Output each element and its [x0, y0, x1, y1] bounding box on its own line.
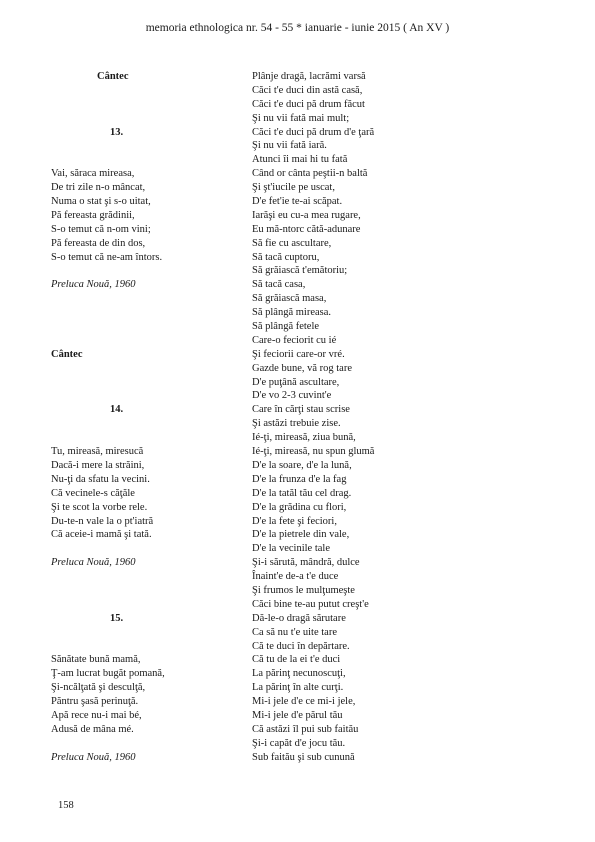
verse-line: Căci t'e duci din astă casă,	[252, 84, 363, 96]
verse-line: Pă fereasta de din dos,	[51, 237, 146, 249]
verse-line: Nu-ţi da sfatu la vecini.	[51, 473, 150, 485]
song-title-2: Cântec	[51, 348, 83, 360]
verse-line: Să tacă cuptoru,	[252, 251, 320, 263]
song-14-source: Preluca Nouă, 1960	[51, 557, 136, 569]
verse-line: Numa o stat şi s-o uitat,	[51, 196, 151, 208]
verse-line: Şi-ncălţată şi desculţă,	[51, 682, 146, 694]
verse-line: S-o temut că ne-am întors.	[51, 251, 163, 263]
verse-line: Ca să nu t'e uite tare	[252, 626, 337, 638]
verse-line: Că astăzi îl pui sub faitău	[252, 723, 359, 735]
verse-line: S-o temut că n-om vini;	[51, 223, 151, 235]
verse-line: Să plângă fetele	[252, 321, 320, 333]
verse-line: Şi-i capăt d'e jocu tău.	[252, 737, 346, 749]
verse-line: Care-o feciorit cu ié	[252, 334, 337, 346]
song-14-verse	[51, 445, 241, 542]
verse-line: Păntru şasă perinuţă.	[51, 696, 139, 708]
song-13-source: Preluca Nouă, 1960	[51, 279, 136, 291]
verse-line: Dacă-i mere la străini,	[51, 459, 145, 471]
verse-line: Când or cânta peştii-n baltă	[252, 168, 368, 180]
verse-line: Să tacă casa,	[252, 279, 306, 291]
verse-line: Plânje dragă, lacrămi varsă	[252, 71, 366, 82]
verse-line: D'e vo 2-3 cuvint'e	[252, 390, 332, 402]
verse-line: Să fie cu ascultare,	[252, 237, 332, 249]
verse-line: D'e la soare, d'e la lună,	[252, 459, 352, 471]
verse-line: Apă rece nu-i mai bé,	[51, 709, 142, 721]
verse-line: Şi nu vii fată iară.	[252, 140, 327, 152]
verse-line: Să plângă mireasa.	[252, 307, 332, 319]
verse-line: Şi te scot la vorbe rele.	[51, 501, 148, 513]
verse-line: D'e la pietrele din vale,	[252, 529, 350, 541]
verse-line: Du-te-n vale la o pt'iatră	[51, 515, 154, 527]
verse-line: Mi-i jele d'e ce mi-i jele,	[252, 696, 356, 708]
verse-line: D'e la fete şi feciori,	[252, 515, 337, 527]
verse-line: Pă fereasta grădinii,	[51, 209, 135, 221]
verse-line: Şi şt'iucile pe uscat,	[252, 182, 335, 194]
verse-line: Căci bine te-au putut creşt'e	[252, 598, 369, 610]
verse-line: Ié-ţi, mireasă, nu spun glumă	[252, 446, 375, 458]
verse-line: Că aceie-i mamă şi tată.	[51, 529, 152, 541]
verse-line: Care în cărţi stau scrise	[252, 404, 350, 416]
page-header: memoria ethnologica nr. 54 - 55 * ianuarie - iunie 2015 ( An XV )	[145, 22, 450, 34]
song-title-1: Cântec	[97, 71, 129, 82]
verse-line: D'e la vecinile tale	[252, 543, 330, 555]
verse-line: Sub faitău şi sub cunună	[252, 751, 355, 763]
verse-line: Că vecinele-s căţăle	[51, 487, 135, 499]
verse-line: Mi-i jele d'e părul tău	[252, 709, 343, 721]
verse-line: Sănătate bună mamă,	[51, 654, 141, 666]
verse-line: D'e puţână ascultare,	[252, 376, 340, 388]
song-number-14: 14.	[110, 404, 124, 416]
verse-line: Iarăşi eu cu-a mea rugare,	[252, 209, 361, 221]
verse-line: Şi frumos le mulţumeşte	[252, 584, 355, 596]
verse-line: Şi feciorii care-or vré.	[252, 348, 345, 360]
verse-line: D'e fet'ie te-ai scăpat.	[252, 196, 343, 208]
song-number-15: 15.	[110, 612, 124, 624]
verse-line: Să grăiască masa,	[252, 293, 327, 305]
verse-line: D'e la tatăl tău cel drag.	[252, 487, 352, 499]
verse-line: De tri zile n-o mâncat,	[51, 182, 146, 194]
verse-line: Şi-i sărută, mândră, dulce	[252, 557, 360, 569]
verse-line: Gazde bune, vă rog tare	[252, 362, 352, 374]
verse-line: Şi astăzi trebuie zise.	[252, 418, 341, 430]
song-number-13: 13.	[110, 126, 124, 138]
verse-line: Căci t'e duci pă drum d'e ţară	[252, 126, 375, 138]
verse-line: Vai, săraca mireasa,	[51, 168, 135, 180]
verse-line: Ţ-am lucrat bugăt pomană,	[51, 668, 165, 680]
verse-line: Adusă de mâna mé.	[51, 723, 134, 735]
verse-line: D'e la grădina cu flori,	[252, 501, 347, 513]
verse-line: Înaint'e de-a t'e duce	[252, 571, 339, 583]
verse-line: Dă-le-o dragă sărutare	[252, 612, 346, 624]
verse-line: Ié-ţi, mireasă, ziua bună,	[252, 432, 356, 444]
verse-line: Să grăiască t'emătoriu;	[252, 265, 348, 277]
song-15-source: Preluca Nouă, 1960	[51, 751, 136, 763]
verse-line: La părinţ necunoscuţi,	[252, 668, 346, 680]
song-13-verse	[51, 167, 241, 264]
verse-line: D'e la frunza d'e la fag	[252, 473, 347, 485]
right-column	[252, 70, 442, 765]
page-number: 158	[58, 800, 74, 811]
verse-line: La părinţ în alte curţi.	[252, 682, 344, 694]
verse-line: Căci t'e duci pă drum făcut	[252, 98, 365, 110]
verse-line: Atunci îi mai hi tu fată	[252, 154, 348, 166]
verse-line: Şi nu vii fată mai mult;	[252, 112, 350, 124]
left-column	[51, 70, 241, 765]
verse-line: Că tu de la ei t'e duci	[252, 654, 341, 666]
verse-line: Că te duci în depărtare.	[252, 640, 350, 652]
song-15-verse	[51, 653, 241, 736]
verse-line: Tu, mireasă, miresucă	[51, 446, 144, 458]
verse-line: Eu mă-ntorc cătă-adunare	[252, 223, 361, 235]
